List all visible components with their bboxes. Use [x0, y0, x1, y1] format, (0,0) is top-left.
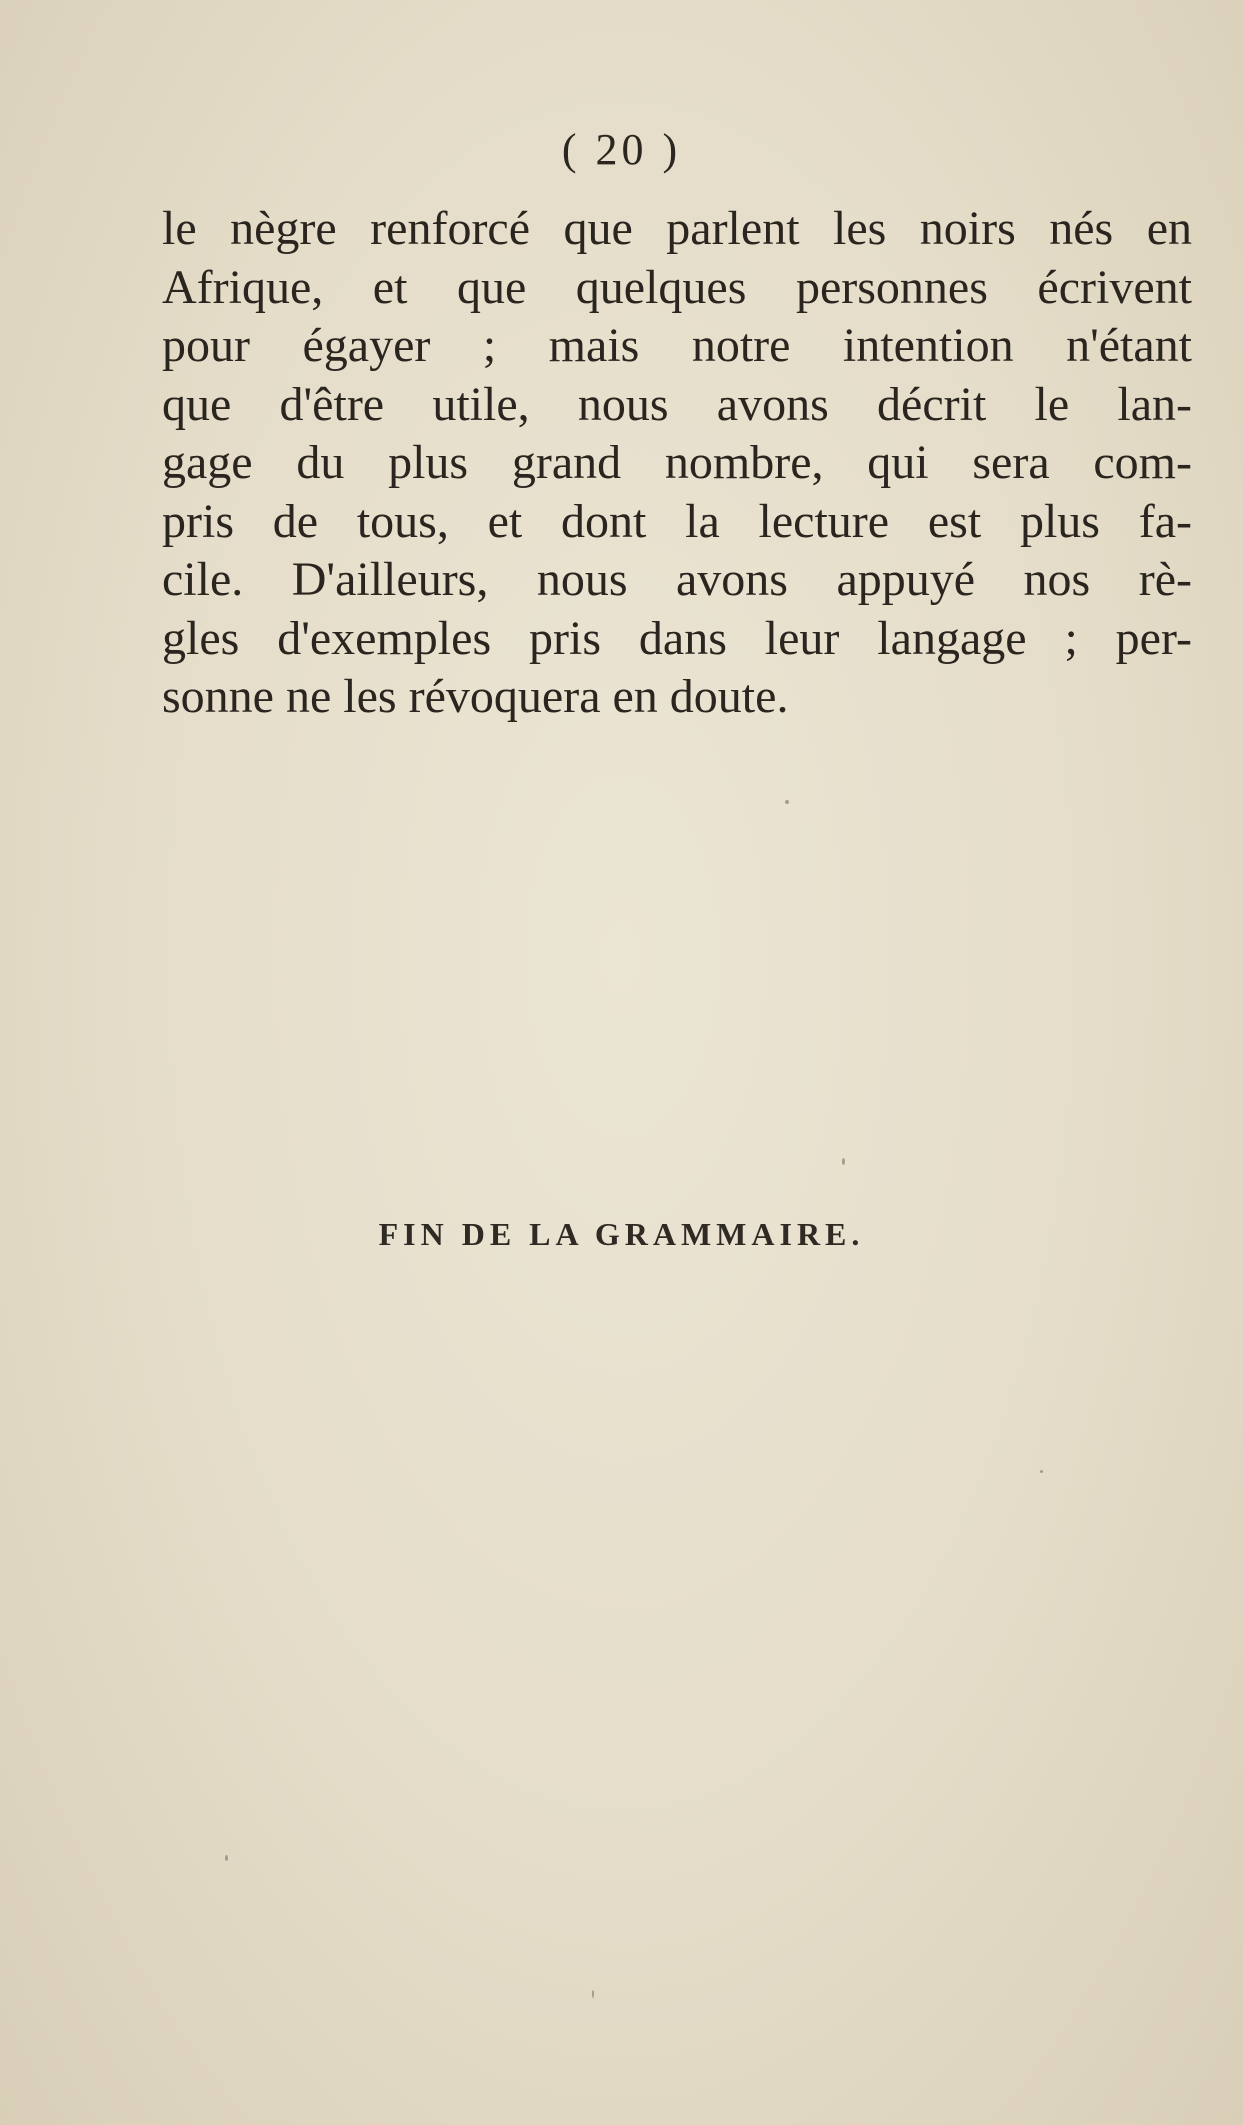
paper-speck [785, 800, 789, 804]
end-colophon: FIN DE LA GRAMMAIRE. [378, 1216, 865, 1252]
text-line: sonne ne les révoquera en doute. [162, 670, 789, 723]
text-line: le nègre renforcé que parlent les noirs nés en [162, 202, 1192, 255]
page-number: ( 20 ) [561, 125, 682, 174]
verso-show-through [150, 700, 1160, 1900]
text-line: gage du plus grand nombre, qui sera com- [162, 436, 1192, 489]
paper-speck [1040, 1470, 1043, 1473]
text-line: cile. D'ailleurs, nous avons appuyé nos rè- [162, 553, 1192, 606]
text-line: gles d'exemples pris dans leur langage ; per- [162, 611, 1192, 665]
text-line: pour égayer ; mais notre intention n'étant [162, 319, 1192, 372]
text-line: Afrique, et que quelques personnes écrivent [162, 260, 1192, 314]
paper-speck [592, 1990, 594, 1998]
text-line: que d'être utile, nous avons décrit le lan- [162, 377, 1192, 431]
paper-speck [842, 1158, 845, 1165]
body-paragraph [162, 200, 1192, 727]
paper-speck [225, 1855, 228, 1861]
text-line: pris de tous, et dont la lecture est plus fa- [162, 494, 1192, 548]
